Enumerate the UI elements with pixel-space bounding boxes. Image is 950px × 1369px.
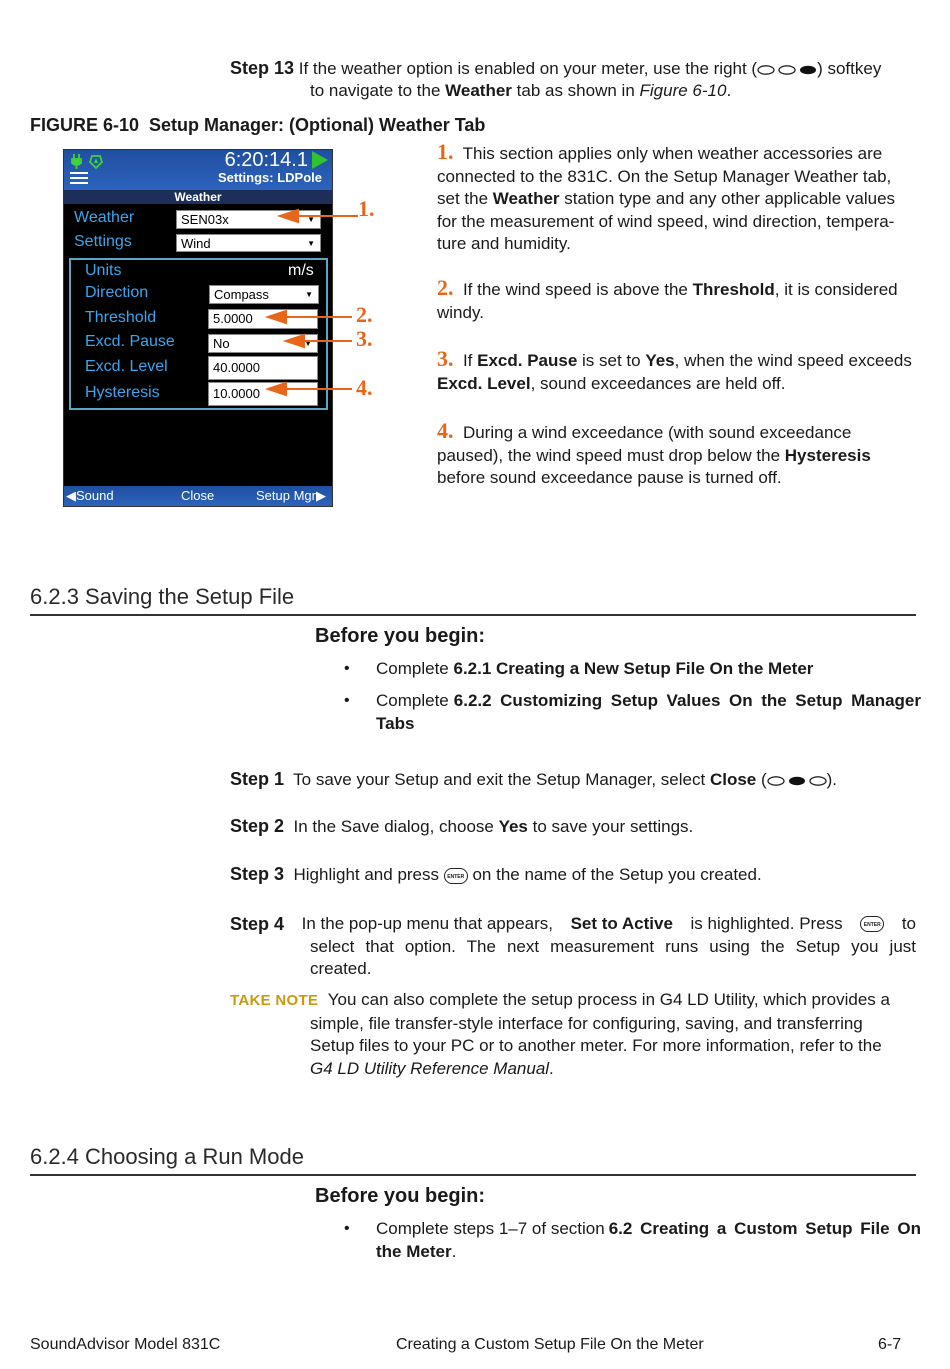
note-2: 2. If the wind speed is above the Threshold, it is considered windy. [437,275,898,322]
screen-header [64,150,332,190]
prereq-item: Complete steps 1–7 of section 6.2 Creating a Custom Setup File On the Meter. [376,1219,921,1261]
screen-settings-title: Settings: LDPole [217,170,322,185]
callout-2: 2. [356,302,373,327]
bullet: • [344,1220,350,1237]
manual-ref: G4 LD Utility Reference Manual [310,1058,550,1078]
step-label: Step 1 [230,769,285,789]
prereq-link[interactable]: 6.2.1 Creating a New Setup File On the Meter [453,659,814,678]
weather-label: Weather [74,209,135,226]
enter-key-icon: ENTER [444,868,468,884]
step-4: Step 4 In the pop-up menu that appears, Set to Active is highlighted. Press ENTER to select that option. The next measurement runs using the Setup you just created. [230,914,916,978]
prereq-item: Complete 6.2.1 Creating a New Setup File On the Meter [376,659,814,678]
figure-caption: FIGURE 6-10 Setup Manager: (Optional) Weather Tab [30,115,486,135]
excd-pause-label: Excd. Pause [85,333,175,350]
prereq-link[interactable]: 6.2.2 Customizing Setup Values On the Setup Manager [453,691,921,710]
softkey-right[interactable]: Setup Mgr▶ [256,488,326,503]
note-3: 3. If Excd. Pause is set to Yes, when the wind speed exceeds Excd. Level, sound exceedances are held off. [437,346,912,393]
step-3: Step 3 Highlight and press ENTER on the name of the Setup you created. [230,864,762,884]
step-13-line2: to navigate to the Weather tab as shown in Figure 6-10. [310,81,732,100]
bullet: • [344,692,350,709]
softkey-center-icon [767,775,827,787]
play-icon [312,151,328,169]
footer-center: Creating a Custom Setup File On the Meter [396,1336,704,1353]
prereq-link[interactable]: 6.2 Creating a Custom Setup File On [608,1219,921,1238]
dropdown-arrow-icon: ▼ [307,215,315,224]
direction-select[interactable]: Compass ▼ [209,285,319,304]
menu-icon[interactable] [70,172,88,187]
threshold-input[interactable]: 5.0000 [208,309,318,329]
callout-4: 4. [356,375,373,400]
threshold-label: Threshold [85,309,157,326]
weather-select[interactable]: SEN03x ▼ [176,210,321,229]
screen-tab-title: Weather [174,190,222,204]
note-1: 1. This section applies only when weather accessories are connected to the 831C. On the Setup Manager Weather tab, set the Weather station type and any other applicable values for the measurement of wind speed, wind direction, tempera- ture and humidity. [437,139,896,253]
before-you-begin: Before you begin: [315,1185,486,1207]
softkey-center[interactable]: Close [181,488,215,503]
figure-ref: Figure 6-10 [639,81,727,100]
step-label: Step 4 [230,914,285,934]
step-label: Step 13 [230,58,295,78]
excd-level-label: Excd. Level [85,358,168,375]
screen-tab-bar [64,190,332,204]
hysteresis-label: Hysteresis [85,384,160,401]
step-label: Step 2 [230,816,285,836]
note-number: 3. [437,346,454,371]
before-you-begin: Before you begin: [315,625,486,647]
note-number: 2. [437,275,454,300]
hysteresis-input[interactable]: 10.0000 [208,382,318,406]
dropdown-arrow-icon: ▼ [305,290,313,299]
excd-pause-select[interactable]: No ▼ [208,334,318,353]
step-13: Step 13 If the weather option is enabled on your meter, use the right ( ) softkey [230,58,882,78]
softkey-left[interactable]: ◀Sound [66,488,114,503]
section-rule [30,614,916,616]
callout-arrows [260,205,370,405]
screen-softkey-bar [64,486,332,506]
units-label: Units [85,262,122,279]
enter-key-icon: ENTER [860,916,884,932]
section-rule [30,1174,916,1176]
callout-3: 3. [356,326,373,351]
footer-page-number: 6-7 [878,1336,902,1353]
dropdown-arrow-icon: ▼ [307,239,315,248]
bullet: • [344,660,350,677]
direction-label: Direction [85,284,149,301]
callout-1: 1. [358,196,375,221]
section-title-623: 6.2.3 Saving the Setup File [30,584,295,609]
prereq-item: Complete 6.2.2 Customizing Setup Values On the Setup Manager Tabs [376,691,921,733]
excd-level-input[interactable]: 40.0000 [208,356,318,380]
section-title-624: 6.2.4 Choosing a Run Mode [30,1144,304,1169]
note-number: 1. [437,139,454,164]
take-note-label: TAKE NOTE [230,992,319,1009]
note-number: 4. [437,418,454,443]
take-note: TAKE NOTE You can also complete the setup process in G4 LD Utility, which provides a simple, file transfer-style interface for configuring, saving, and transferring Setup files to your PC or to another meter. For more information, refer to the G4 LD Utility Reference Manual. [230,990,890,1078]
settings-label: Settings [74,233,132,250]
softkey-right-icon [757,64,817,76]
footer-left: SoundAdvisor Model 831C [30,1336,221,1353]
units-value: m/s [288,262,314,279]
step-1: Step 1 To save your Setup and exit the Setup Manager, select Close ( ). [230,769,838,789]
screen-time: 6:20:14.1 [224,149,308,171]
note-4: 4. During a wind exceedance (with sound exceedance paused), the wind speed must drop below the Hysteresis before sound exceedance pause is turned off. [437,418,871,487]
settings-select[interactable]: Wind ▼ [176,234,321,252]
step-2: Step 2 In the Save dialog, choose Yes to save your settings. [230,816,694,836]
step-label: Step 3 [230,864,285,884]
dropdown-arrow-icon: ▼ [304,339,312,348]
plug-icon [70,152,110,170]
